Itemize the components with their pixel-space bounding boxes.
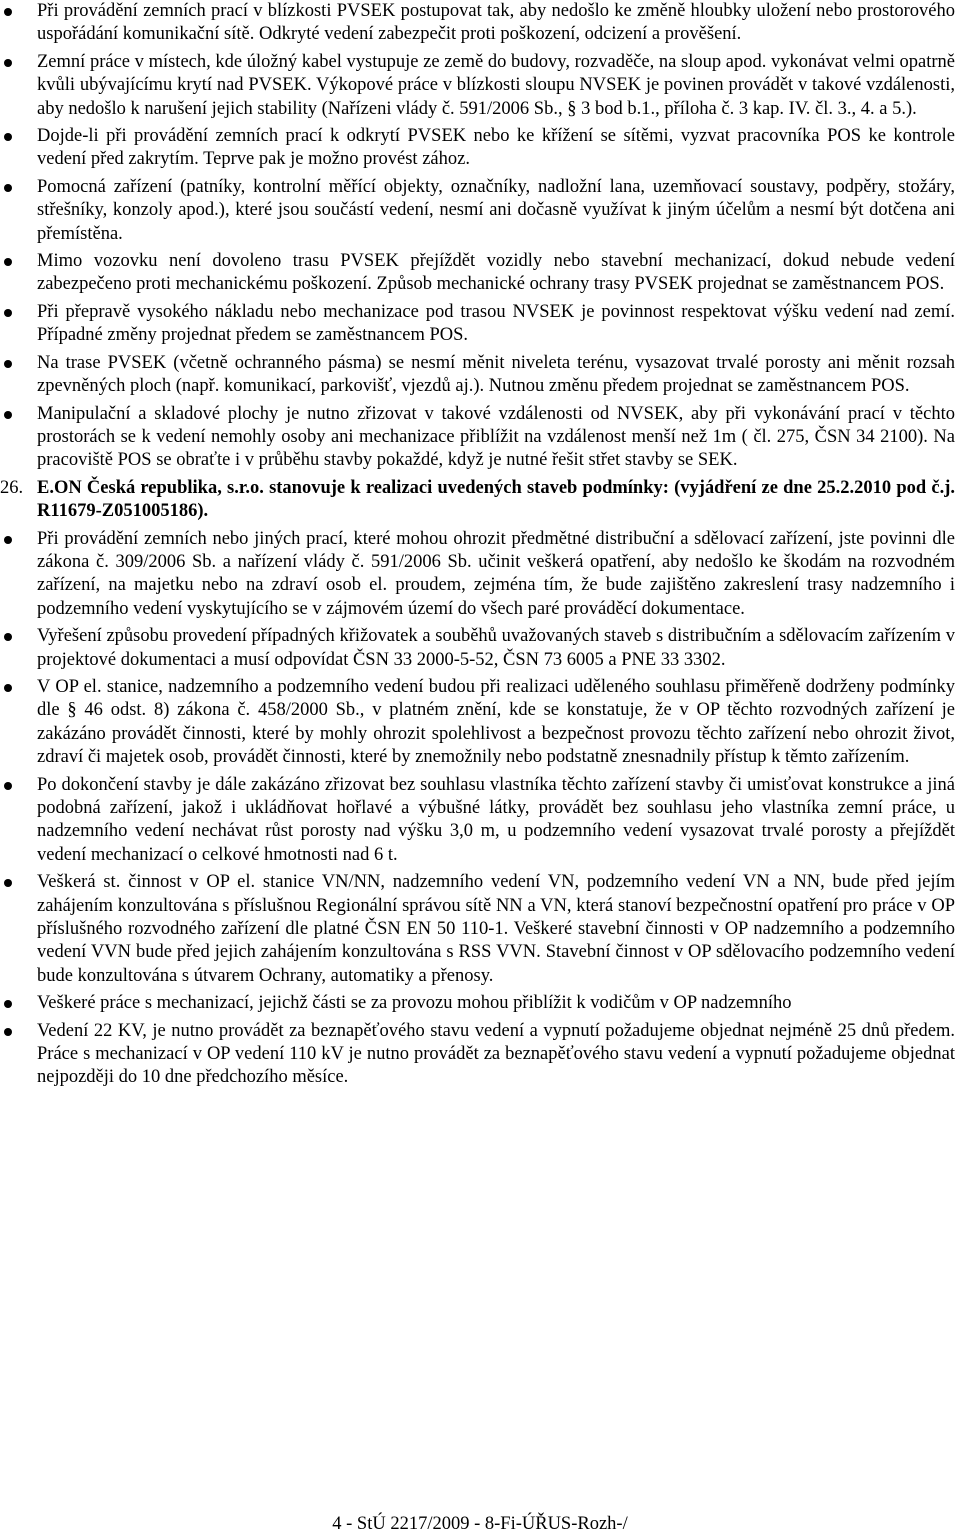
conditions-list-a	[0, 0, 955, 473]
list-item: Vedení 22 KV, je nutno provádět za beznapěťového stavu vedení a vypnutí požadujeme objednat nejméně 25 dnů předem. Práce s mechanizací v OP vedení 110 kV je nutno provádět za beznapěťového stavu vedení a vypnutí požadujeme objednat nejpozději do 10 dne předchozího měsíce.	[0, 1020, 955, 1090]
list-item: Dojde-li při provádění zemních prací k odkrytí PVSEK nebo ke křížení se sítěmi, vyzvat pracovníka POS ke kontrole vedení před zakrytím. Teprve pak je možno provést zához.	[0, 125, 955, 172]
list-item: V OP el. stanice, nadzemního a podzemního vedení budou při realizaci uděleného souhlasu přiměřeně dodrženy podmínky dle § 46 odst. 8) zákona č. 458/2000 Sb., v platném znění, kde se konstatuje, že v OP těchto rozvodných zařízení je zakázáno provádět činnosti, které by mohly ohrozit spolehlivost a bezpečnost provozu těchto zařízení nebo ohrozit život, zdraví či majetek osob, provádět činnosti, které by znemožnily nebo podstatně znesnadnily přístup k těmto zařízením.	[0, 676, 955, 770]
bullet-icon	[4, 684, 12, 692]
list-item: Po dokončení stavby je dále zakázáno zřizovat bez souhlasu vlastníka těchto zařízení stavby či umisťovat konstrukce a jiná podobná zařízení, jakož i ukládňovat hořlavé a výbušné látky, provádět bez souhlasu jeho vlastníka zemní práce, u nadzemního vedení nechávat růst porosty nad výšku 3,0 m, u podzemního vedení vysazovat trvalé porosty a přejíždět vedení mechanizací o celkové hmotnosti nad 6 t.	[0, 774, 955, 868]
bullet-icon	[4, 782, 12, 790]
list-item: Veškerá st. činnost v OP el. stanice VN/NN, nadzemního vedení VN, podzemního vedení VN a NN, bude před jejím zahájením konzultována s příslušnou Regionální správou sítě NN a VN, která stanoví bezpečnostní opatření pro práce v OP příslušného rozvodného zařízení dle platné ČSN EN 50 110-1. Veškeré stavební činnosti v OP nadzemního a podzemního vedení VVN bude před jejich zahájením konzultována s RSS VVN. Stavební činnost v OP sdělovacího podzemního vedení bude konzultována s útvarem Ochrany, automatiky a přenosy.	[0, 871, 955, 988]
list-item: Mimo vozovku není dovoleno trasu PVSEK přejíždět vozidly nebo stavební mechanizací, dokud nebude vedení zabezpečeno proti mechanickému poškození. Způsob mechanické ochrany trasy PVSEK projednat se zaměstnancem POS.	[0, 250, 955, 297]
list-item: Vyřešení způsobu provedení případných křižovatek a souběhů uvažovaných staveb s distribučním a sdělovacím zařízením v projektové dokumentaci a musí odpovídat ČSN 33 2000-5-52, ČSN 73 6005 a PNE 33 3302.	[0, 625, 955, 672]
section-heading	[0, 477, 955, 524]
list-item: Zemní práce v místech, kde úložný kabel vystupuje ze země do budovy, rozvaděče, na sloup apod. vykonávat velmi opatrně kvůli ubývajícímu krytí nad PVSEK. Výkopové práce v blízkosti sloupu NVSEK je povinen provádět v takové vzdálenosti, aby nedošlo k narušení jejich stability (Nařízeni vlády č. 591/2006 Sb., § 3 bod b.1., příloha č. 3 kap. IV. čl. 3., 4. a 5.).	[0, 51, 955, 121]
bullet-icon	[4, 8, 12, 16]
bullet-icon	[4, 879, 12, 887]
section-number: 26.	[0, 477, 24, 498]
bullet-icon	[4, 1028, 12, 1036]
bullet-icon	[4, 536, 12, 544]
list-item: Pomocná zařízení (patníky, kontrolní měřící objekty, označníky, nadložní lana, uzemňovací soustavy, podpěry, stožáry, střešníky, konzoly apod.), které jsou součástí vedení, nesmí ani dočasně využívat k jiným účelům a nesmí být dotčena ani přemístěna.	[0, 176, 955, 246]
bullet-icon	[4, 258, 12, 266]
bullet-icon	[4, 184, 12, 192]
list-item: Při přepravě vysokého nákladu nebo mechanizace pod trasou NVSEK je povinnost respektovat výšku vedení nad zemí. Případné změny projednat předem se zaměstnancem POS.	[0, 301, 955, 348]
bullet-icon	[4, 633, 12, 641]
list-item: Při provádění zemních prací v blízkosti PVSEK postupovat tak, aby nedošlo ke změně hloubky uložení nebo prostorového uspořádání komunikační sítě. Odkryté vedení zabezpečit proti poškození, odcizení a prověšení.	[0, 0, 955, 47]
bullet-icon	[4, 59, 12, 67]
page-footer: 4 - StÚ 2217/2009 - 8-Fi-ÚŘUS-Rozh-/	[332, 1514, 628, 1534]
list-item: Při provádění zemních nebo jiných prací, které mohou ohrozit předmětné distribuční a sdělovací zařízení, jste povinni dle zákona č. 309/2006 Sb. a nařízení vlády č. 591/2006 Sb. učinit veškerá opatření, aby nedošlo ke škodám na rozvodném zařízení, na majetku nebo na zdraví osob el. proudem, zejména tím, že bude zajištěno zakreslení trasy nadzemního i podzemního vedení vyskytujícího se v zájmovém území do všech paré prováděcí dokumentace.	[0, 528, 955, 622]
conditions-list-b	[0, 528, 955, 1090]
bullet-icon	[4, 411, 12, 419]
bullet-icon	[4, 309, 12, 317]
bullet-icon	[4, 133, 12, 141]
bullet-icon	[4, 1000, 12, 1008]
bullet-icon	[4, 360, 12, 368]
section-title: E.ON Česká republika, s.r.o. stanovuje k realizaci uvedených staveb podmínky: (vyjádření ze dne 25.2.2010 pod č.j. R11679-Z051005186).	[37, 477, 955, 522]
list-item: Veškeré práce s mechanizací, jejichž části se za provozu mohou přiblížit k vodičům v OP nadzemního	[0, 992, 955, 1015]
list-item: Na trase PVSEK (včetně ochranného pásma) se nesmí měnit niveleta terénu, vysazovat trvalé porosty ani měnit rozsah zpevněných ploch (např. komunikací, parkovišť, vjezdů aj.). Nutnou změnu předem projednat se zaměstnancem POS.	[0, 352, 955, 399]
list-item: Manipulační a skladové plochy je nutno zřizovat v takové vzdálenosti od NVSEK, aby při vykonávání prací v těchto prostorách se k vedení nemohly osoby ani mechanizace přiblížit na vzdálenost menší než 1m ( čl. 275, ČSN 34 2100). Na pracoviště POS se obraťte i v průběhu stavby pokaždé, když je nutné řešit střet stavby se SEK.	[0, 403, 955, 473]
